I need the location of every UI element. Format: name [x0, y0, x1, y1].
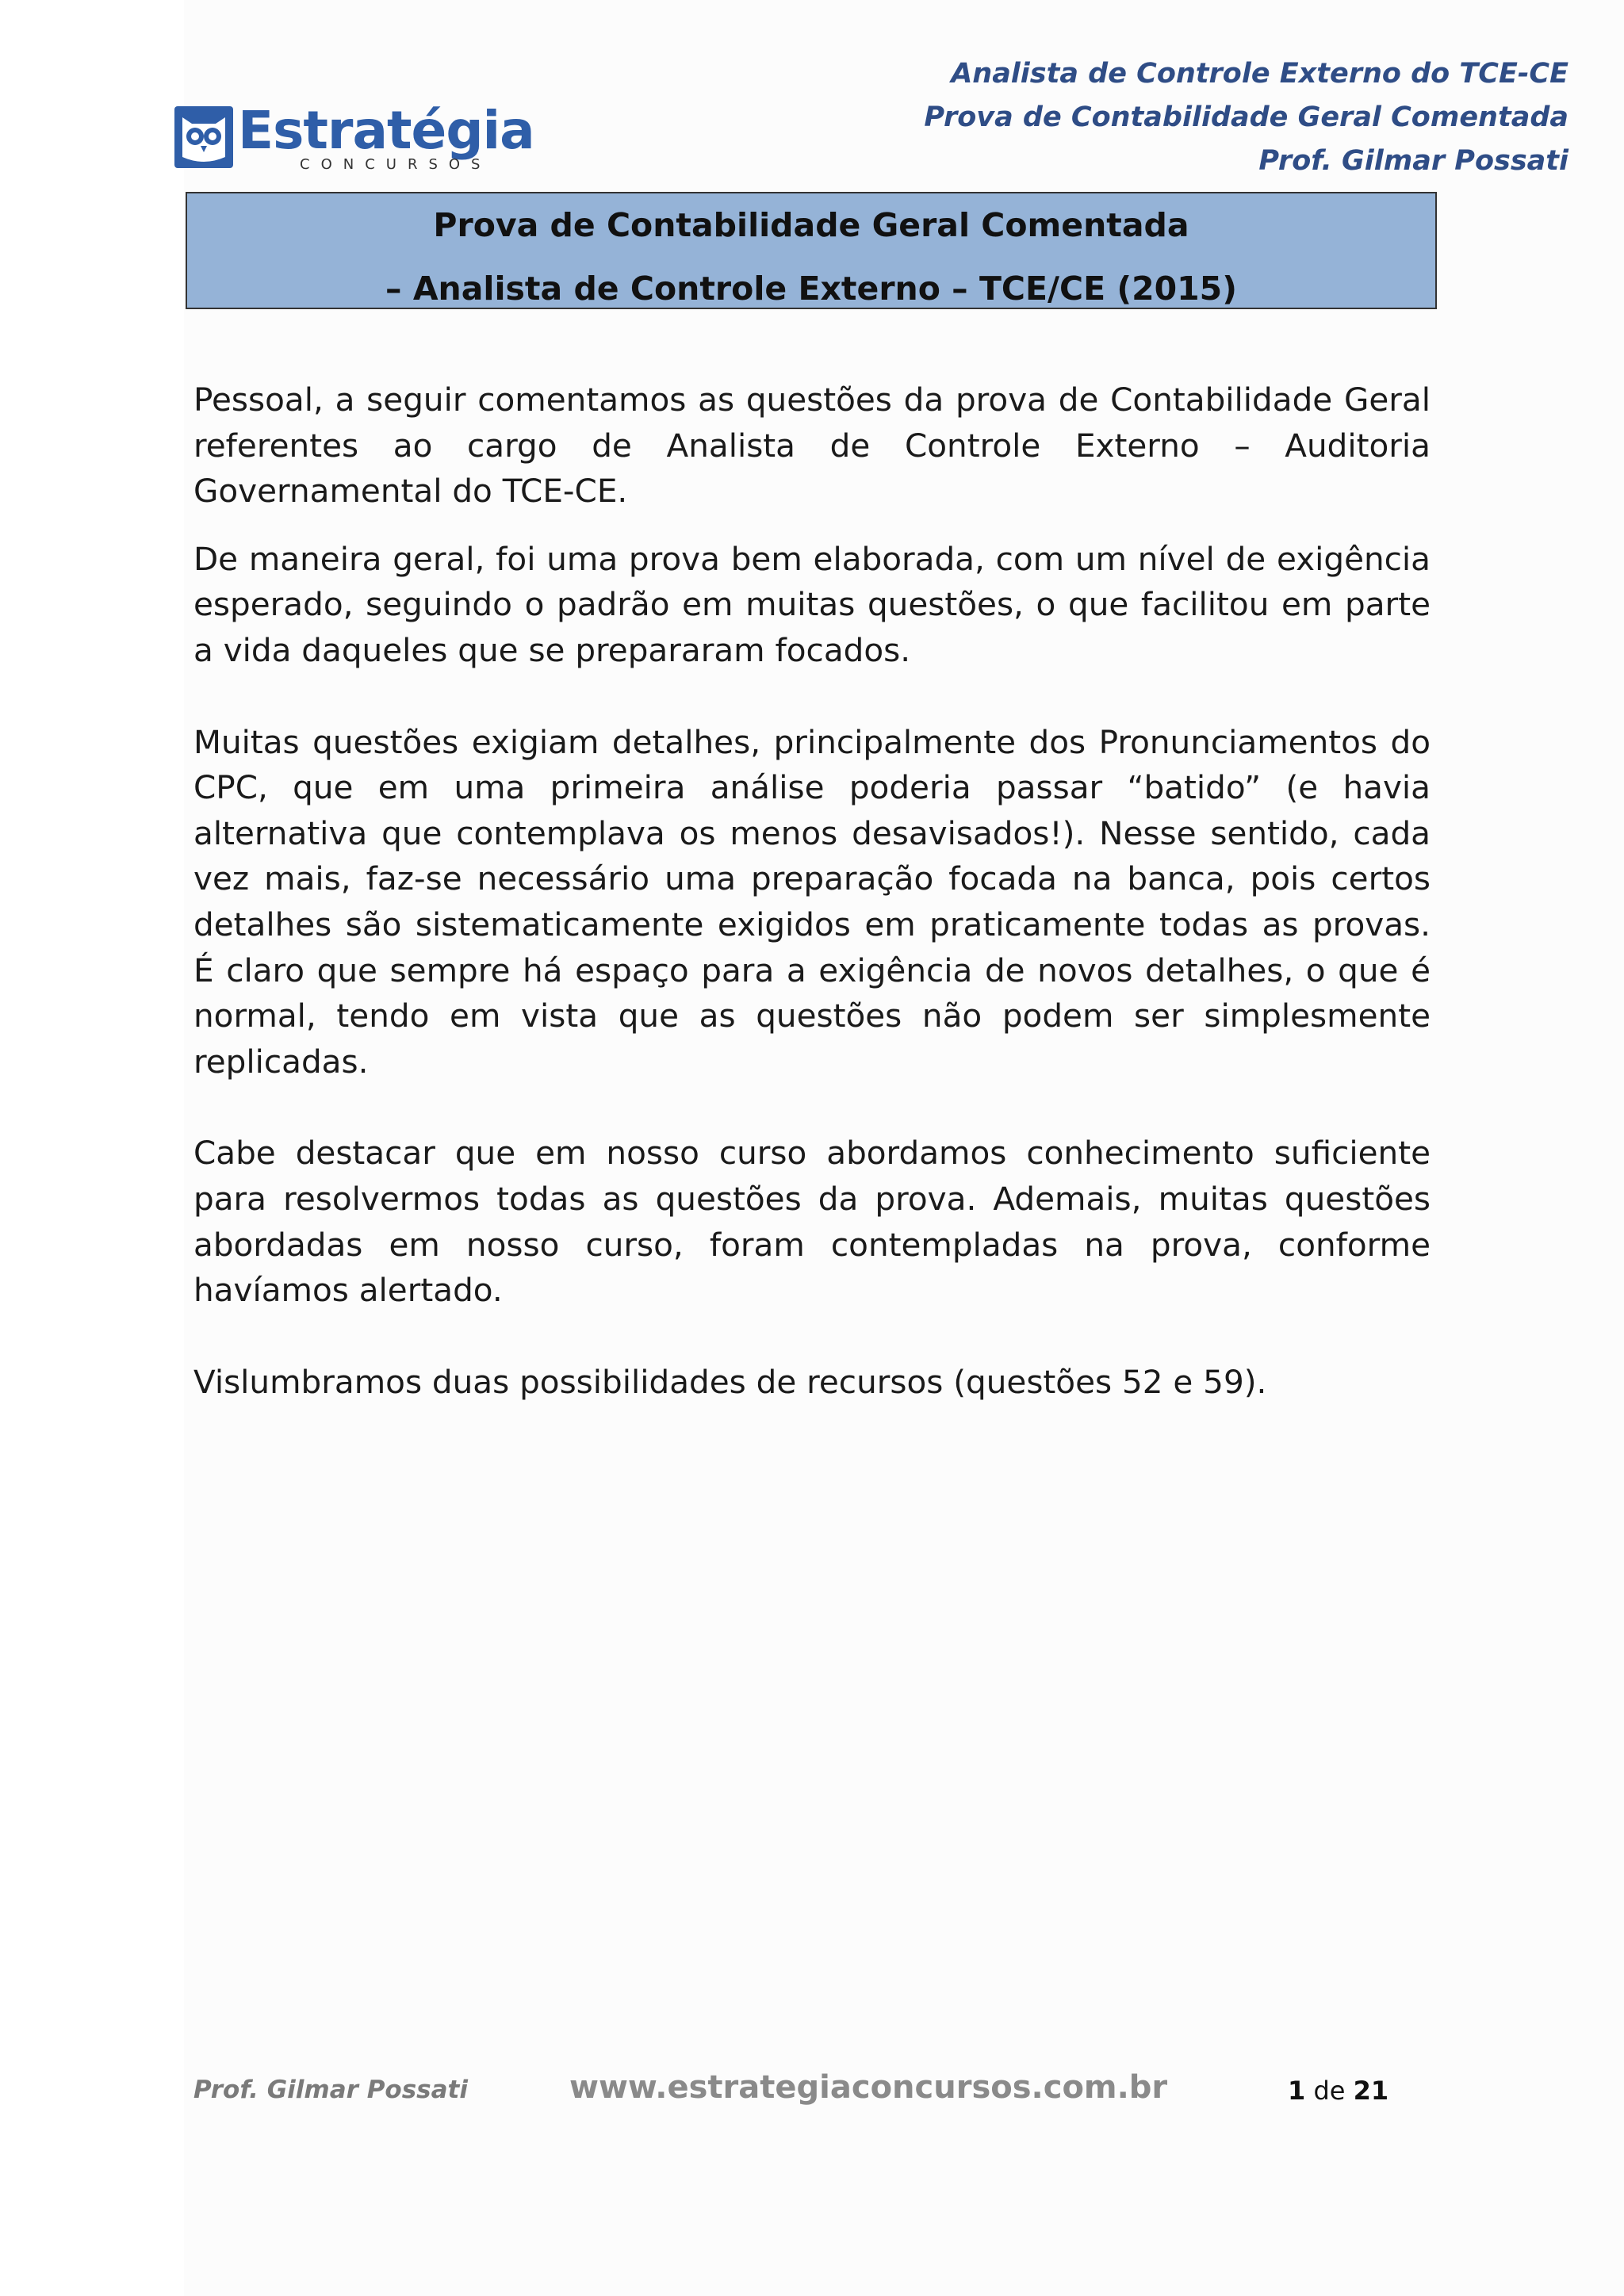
- running-header: [924, 52, 1568, 183]
- paragraph: Cabe destacar que em nosso curso abordamos conhecimento suficiente para resolvermos todas as questões da prova. Ademais, muitas questões abordadas em nosso curso, foram contempladas na prova, conforme havíamos alertado.: [193, 1134, 1431, 1310]
- header-line-2: Prova de Contabilidade Geral Comentada: [924, 101, 1568, 133]
- header-line-1: Analista de Controle Externo do TCE-CE: [951, 58, 1568, 90]
- page-current: 1: [1288, 2076, 1306, 2106]
- body-text: [193, 377, 1431, 1405]
- footer-author: Prof. Gilmar Possati: [193, 2076, 468, 2104]
- footer-url[interactable]: www.estrategiaconcursos.com.br: [569, 2069, 1168, 2106]
- logo-subtitle: CONCURSOS: [300, 156, 492, 173]
- paragraph: Vislumbramos duas possibilidades de recursos (questões 52 e 59).: [193, 1362, 1267, 1401]
- page-total: 21: [1353, 2076, 1389, 2106]
- logo-name: Estratégia: [238, 100, 534, 161]
- paragraph: Pessoal, a seguir comentamos as questões da prova de Contabilidade Geral referentes ao cargo de Analista de Controle Externo – Auditoria Governamental do TCE-CE.: [193, 381, 1431, 511]
- paragraph: Muitas questões exigiam detalhes, principalmente dos Pronunciamentos do CPC, que em uma primeira análise poderia passar “batido” (e havia alternativa que contemplava os menos desavisados!). Nesse sentido, cada vez mais, faz-se necessário uma preparação focada na banca, pois certos detalhes são sistematicamente exigidos em praticamente todas as provas. É claro que sempre há espaço para a exigência de novos detalhes, o que é normal, tendo em vista que as questões não podem ser simplesmente replicadas.: [193, 722, 1431, 1081]
- estrategia-logo: [174, 100, 534, 176]
- owl-logo-icon: [174, 106, 233, 168]
- header-line-3: Prof. Gilmar Possati: [1258, 145, 1568, 177]
- title-line-2: – Analista de Controle Externo – TCE/CE (2015): [385, 270, 1237, 308]
- page-separator: de: [1313, 2076, 1346, 2106]
- title-line-1: Prova de Contabilidade Geral Comentada: [433, 206, 1189, 244]
- page-number: [1288, 2076, 1388, 2106]
- paragraph: De maneira geral, foi uma prova bem elaborada, com um nível de exigência esperado, seguindo o padrão em muitas questões, o que facilitou em parte a vida daqueles que se prepararam focados.: [193, 539, 1431, 669]
- title-box: [186, 192, 1437, 309]
